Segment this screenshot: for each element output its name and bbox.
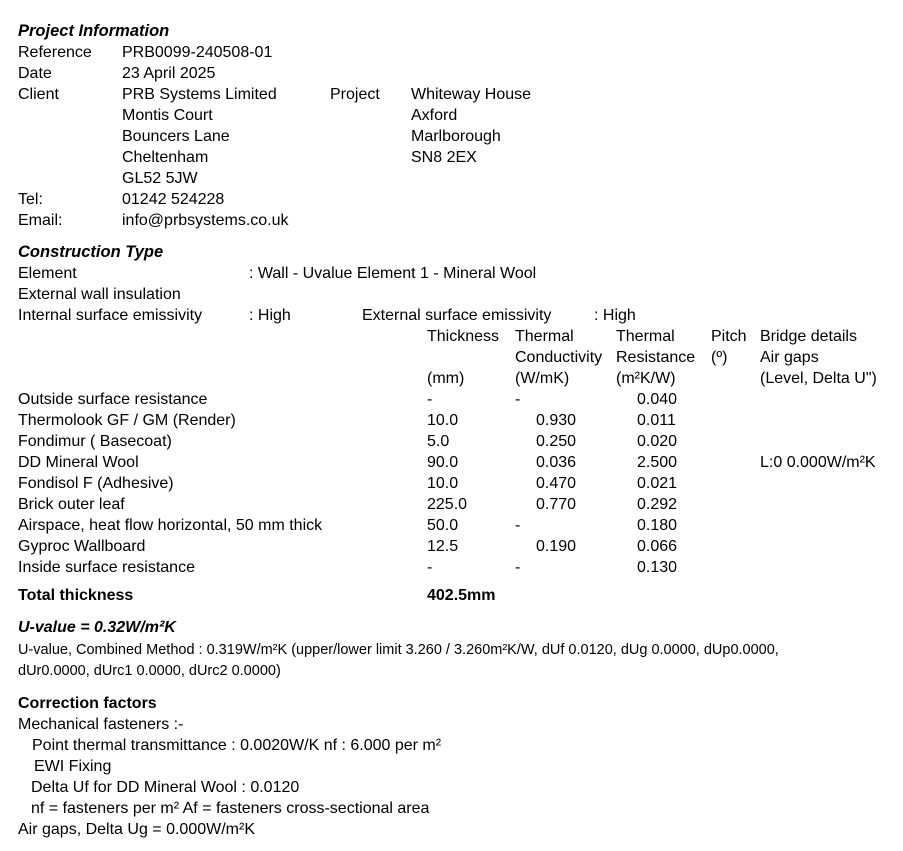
row-resistance: 0.130 <box>637 559 678 576</box>
internal-emissivity-label: Internal surface emissivity <box>18 307 203 324</box>
project-line: SN8 2EX <box>411 149 477 166</box>
correction-line: Air gaps, Delta Ug = 0.000W/m²K <box>18 821 255 838</box>
date-value: 23 April 2025 <box>122 65 216 82</box>
correction-line: Point thermal transmittance : 0.0020W/K nf : 6.000 per m² <box>32 737 442 754</box>
correction-line: nf = fasteners per m² Af = fasteners cross-sectional area <box>31 800 430 817</box>
row-thickness: 5.0 <box>427 433 450 450</box>
header-conductivity: Conductivity <box>515 349 603 366</box>
total-thickness-value: 402.5mm <box>427 587 496 604</box>
client-line: PRB Systems Limited <box>122 86 277 103</box>
row-thickness: - <box>427 391 433 408</box>
external-emissivity-value: : High <box>594 307 636 324</box>
external-wall-insulation: External wall insulation <box>18 286 181 303</box>
uvalue-line: dUr0.0000, dUrc1 0.0000, dUrc2 0.0000) <box>18 663 281 679</box>
header-conductivity-unit: (W/mK) <box>515 370 570 387</box>
correction-line: Mechanical fasteners :- <box>18 716 184 733</box>
correction-line: EWI Fixing <box>34 758 112 775</box>
email-value: info@prbsystems.co.uk <box>122 212 289 229</box>
row-resistance: 0.020 <box>637 433 678 450</box>
row-resistance: 0.040 <box>637 391 678 408</box>
project-label: Project <box>330 86 380 103</box>
header-pitch-unit: (º) <box>711 349 728 366</box>
row-name: Inside surface resistance <box>18 559 195 576</box>
header-resistance-unit: (m²K/W) <box>616 370 676 387</box>
header-thickness-unit: (mm) <box>427 370 465 387</box>
tel-label: Tel: <box>18 191 43 208</box>
row-thickness: - <box>427 559 433 576</box>
header-resistance: Resistance <box>616 349 696 366</box>
element-value: : Wall - Uvalue Element 1 - Mineral Wool <box>249 265 537 282</box>
total-thickness-label: Total thickness <box>18 587 134 604</box>
row-name: Fondisol F (Adhesive) <box>18 475 174 492</box>
header-bridge: Bridge details <box>760 328 857 345</box>
project-info-heading: Project Information <box>18 22 170 40</box>
row-thickness: 225.0 <box>427 496 468 513</box>
project-line: Whiteway House <box>411 86 532 103</box>
row-conductivity: - <box>515 517 521 534</box>
project-line: Marlborough <box>411 128 501 145</box>
header-pitch: Pitch <box>711 328 747 345</box>
construction-heading: Construction Type <box>18 243 164 261</box>
client-line: GL52 5JW <box>122 170 198 187</box>
row-conductivity: - <box>515 391 521 408</box>
reference-value: PRB0099-240508-01 <box>122 44 273 61</box>
row-conductivity: 0.930 <box>536 412 577 429</box>
client-line: Montis Court <box>122 107 213 124</box>
row-conductivity: - <box>515 559 521 576</box>
date-label: Date <box>18 65 52 82</box>
header-thickness: Thickness <box>427 328 500 345</box>
corrections-heading: Correction factors <box>18 695 157 712</box>
header-resistance: Thermal <box>616 328 675 345</box>
row-thickness: 10.0 <box>427 412 459 429</box>
client-line: Cheltenham <box>122 149 209 166</box>
email-label: Email: <box>18 212 63 229</box>
row-name: Fondimur ( Basecoat) <box>18 433 172 450</box>
row-resistance: 0.292 <box>637 496 678 513</box>
correction-line: Delta Uf for DD Mineral Wool : 0.0120 <box>31 779 300 796</box>
uvalue-line: U-value, Combined Method : 0.319W/m²K (upper/lower limit 3.260 / 3.260m²K/W, dUf 0.0120, dUg 0.0000, dUp0.0000, <box>18 642 779 658</box>
row-name: Gyproc Wallboard <box>18 538 146 555</box>
row-thickness: 10.0 <box>427 475 459 492</box>
row-conductivity: 0.036 <box>536 454 577 471</box>
row-resistance: 0.021 <box>637 475 678 492</box>
row-thickness: 90.0 <box>427 454 459 471</box>
header-bridge-unit: (Level, Delta U") <box>760 370 877 387</box>
row-name: Outside surface resistance <box>18 391 208 408</box>
row-resistance: 0.180 <box>637 517 678 534</box>
uvalue-heading: U-value = 0.32W/m²K <box>18 619 176 636</box>
reference-label: Reference <box>18 44 92 61</box>
row-thickness: 12.5 <box>427 538 459 555</box>
client-label: Client <box>18 86 59 103</box>
row-resistance: 2.500 <box>637 454 678 471</box>
element-label: Element <box>18 265 77 282</box>
internal-emissivity-value: : High <box>249 307 291 324</box>
row-name: Airspace, heat flow horizontal, 50 mm thick <box>18 517 323 534</box>
row-bridge: L:0 0.000W/m²K <box>760 454 876 471</box>
row-resistance: 0.066 <box>637 538 678 555</box>
row-resistance: 0.011 <box>637 412 676 429</box>
header-conductivity: Thermal <box>515 328 574 345</box>
row-conductivity: 0.770 <box>536 496 577 513</box>
row-thickness: 50.0 <box>427 517 459 534</box>
header-bridge: Air gaps <box>760 349 819 366</box>
row-conductivity: 0.470 <box>536 475 577 492</box>
row-name: DD Mineral Wool <box>18 454 139 471</box>
client-line: Bouncers Lane <box>122 128 230 145</box>
external-emissivity-label: External surface emissivity <box>362 307 552 324</box>
row-name: Brick outer leaf <box>18 496 125 513</box>
project-line: Axford <box>411 107 458 124</box>
row-name: Thermolook GF / GM (Render) <box>18 412 236 429</box>
tel-value: 01242 524228 <box>122 191 225 208</box>
row-conductivity: 0.250 <box>536 433 577 450</box>
row-conductivity: 0.190 <box>536 538 577 555</box>
